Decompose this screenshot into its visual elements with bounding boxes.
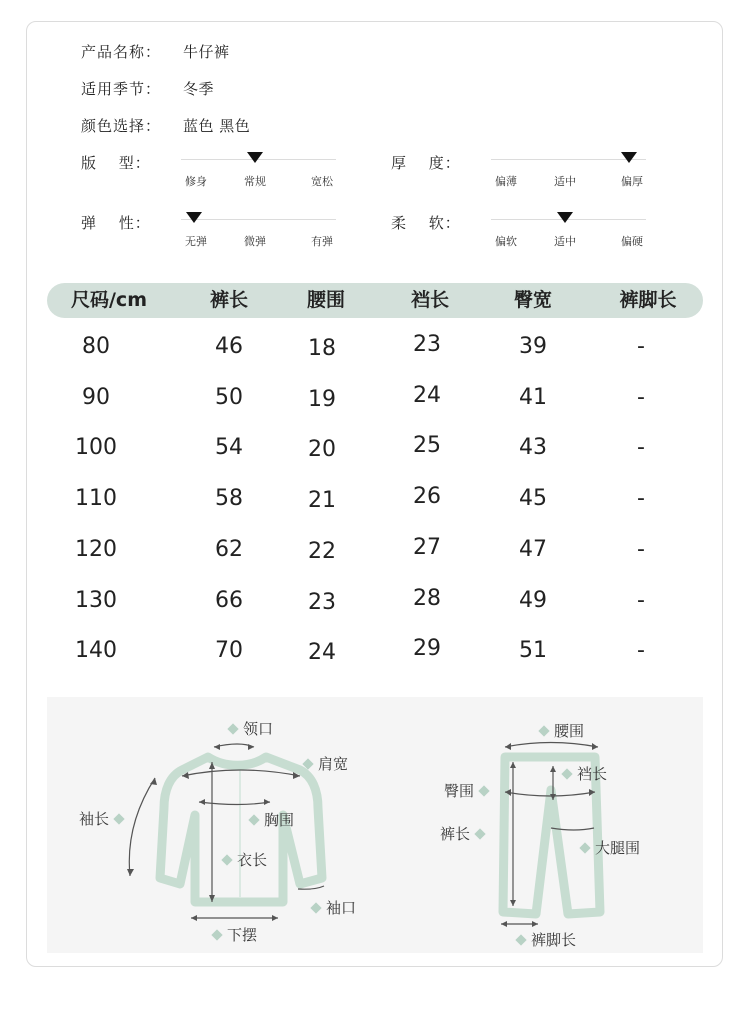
table-cell: 22 [308, 538, 336, 564]
table-cell: - [637, 334, 645, 359]
header-rise: 裆长 [410, 289, 450, 311]
diamond-icon [221, 854, 232, 865]
season-value: 冬季 [183, 80, 215, 98]
table-cell: - [637, 486, 645, 512]
thickness-tick-2: 偏厚 [621, 175, 643, 188]
color-value: 蓝色 黑色 [183, 117, 251, 135]
elasticity-tick-2: 有弹 [311, 235, 333, 248]
table-cell: 26 [413, 484, 441, 510]
table-cell: 24 [413, 382, 441, 408]
diamond-icon [227, 723, 238, 734]
table-cell: 39 [519, 334, 547, 359]
table-cell: 90 [82, 384, 110, 410]
diamond-icon [211, 929, 222, 940]
table-cell: 21 [308, 488, 336, 514]
table-cell: - [637, 384, 645, 410]
table-cell: 19 [308, 386, 336, 412]
fit-scale-label: 版 型： [81, 154, 151, 172]
table-cell: 62 [215, 536, 243, 562]
table-cell: 27 [413, 534, 441, 560]
label-pants-length: 裤长 [440, 823, 490, 844]
table-cell: 80 [82, 334, 110, 359]
table-cell: - [637, 638, 645, 664]
table-cell: 28 [413, 585, 441, 611]
header-leg-opening: 裤脚长 [619, 289, 677, 311]
softness-tick-0: 偏软 [495, 235, 517, 248]
season-label: 适用季节： [81, 80, 162, 98]
table-cell: 23 [308, 589, 336, 615]
label-sleeve-length: 袖长 [79, 808, 129, 829]
table-cell: 66 [215, 587, 243, 613]
header-pants-length: 裤长 [209, 289, 249, 311]
label-garment-length: 衣长 [217, 849, 267, 870]
diamond-icon [310, 902, 321, 913]
table-cell: 20 [308, 437, 336, 463]
label-hem: 下摆 [207, 924, 257, 945]
thickness-tick-1: 适中 [554, 175, 576, 188]
table-cell: - [637, 435, 645, 461]
fit-tick-2: 宽松 [311, 175, 333, 188]
softness-scale-label: 柔 软： [391, 214, 461, 232]
table-cell: 29 [413, 636, 441, 662]
table-cell: 18 [308, 336, 336, 361]
label-collar: 领口 [223, 718, 273, 739]
label-pants-rise: 裆长 [557, 763, 607, 784]
softness-tick-2: 偏硬 [621, 235, 643, 248]
diamond-icon [302, 758, 313, 769]
softness-tick-1: 适中 [554, 235, 576, 248]
table-cell: 43 [519, 435, 547, 461]
label-pants-hip: 臀围 [444, 780, 494, 801]
header-hip: 臀宽 [513, 289, 553, 311]
label-cuff: 袖口 [306, 897, 356, 918]
elasticity-tick-1: 微弹 [244, 235, 266, 248]
table-cell: 49 [519, 587, 547, 613]
product-name-value: 牛仔裤 [183, 43, 230, 61]
label-shoulder: 肩宽 [298, 753, 348, 774]
thickness-tick-0: 偏薄 [495, 175, 517, 188]
table-cell: 140 [75, 638, 117, 664]
product-name-label: 产品名称： [81, 43, 162, 61]
table-cell: 110 [75, 486, 117, 512]
label-chest: 胸围 [244, 809, 294, 830]
table-cell: 70 [215, 638, 243, 664]
table-cell: 24 [308, 640, 336, 666]
diamond-icon [579, 842, 590, 853]
fit-tick-0: 修身 [185, 175, 207, 188]
fit-tick-1: 常规 [244, 175, 266, 188]
diamond-icon [248, 814, 259, 825]
label-leg-opening: 裤脚长 [511, 929, 576, 950]
table-cell: 51 [519, 638, 547, 664]
diamond-icon [478, 785, 489, 796]
table-cell: 58 [215, 486, 243, 512]
diamond-icon [113, 813, 124, 824]
table-cell: 23 [413, 332, 441, 357]
table-cell: 50 [215, 384, 243, 410]
header-waist: 腰围 [306, 289, 346, 311]
table-cell: 45 [519, 486, 547, 512]
label-pants-waist: 腰围 [534, 720, 584, 741]
label-thigh: 大腿围 [575, 837, 640, 858]
table-cell: - [637, 536, 645, 562]
color-label: 颜色选择： [81, 117, 162, 135]
table-cell: - [637, 587, 645, 613]
table-cell: 120 [75, 536, 117, 562]
diamond-icon [561, 768, 572, 779]
table-cell: 47 [519, 536, 547, 562]
table-cell: 100 [75, 435, 117, 461]
table-cell: 41 [519, 384, 547, 410]
diamond-icon [474, 828, 485, 839]
measure-arrows [129, 743, 598, 925]
table-cell: 54 [215, 435, 243, 461]
diamond-icon [538, 725, 549, 736]
thickness-scale-label: 厚 度： [391, 154, 461, 172]
table-cell: 46 [215, 334, 243, 359]
table-cell: 130 [75, 587, 117, 613]
header-size: 尺码/cm [70, 289, 148, 311]
table-cell: 25 [413, 433, 441, 459]
elasticity-tick-0: 无弹 [185, 235, 207, 248]
elasticity-scale-label: 弹 性： [81, 214, 151, 232]
diamond-icon [515, 934, 526, 945]
